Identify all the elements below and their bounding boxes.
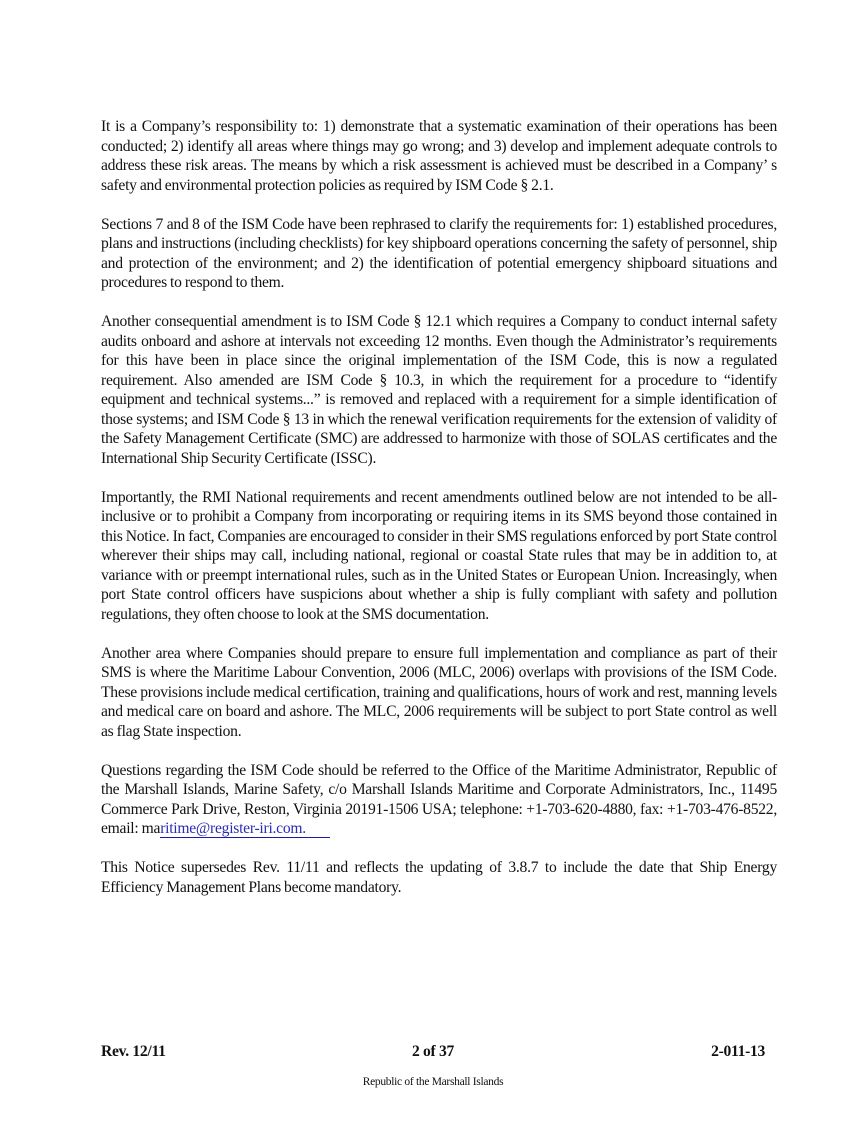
paragraph-risk-assessment: It is a Company’s responsibility to: 1) demonstrate that a systematic examination of their operations has been conducted; 2) identify all areas where things may go wrong; and 3) develop and implement adequate controls to address these risk areas. The means by which a risk assessment is achieved must be described in a Company’ s safety and environmental protection policies as required by ISM Code § 2.1. [101,118,777,194]
email-prefix: ma [141,820,161,837]
revision-label: Rev. 12/11 [101,1043,166,1060]
paragraph-sections-7-8: Sections 7 and 8 of the ISM Code have been rephrased to clarify the requirements for: 1) established procedures, plans and instructions (including checklists) for key shipboard operations concerning the safety of personnel, ship and protection of the environment; and 2) the identification of potential emergency shipboard situations and procedures to respond to them. [101,215,777,291]
page-footer [101,1043,765,1065]
contact-text: Questions regarding the ISM Code should be referred to the Office of the Maritime Administrator, Republic of the Marshall Islands, Marine Safety, c/o Marshall Islands Maritime and Corporate Administrators, Inc., 11495 Commerce Park Drive, Reston, Virginia 20191-1506 USA; telephone: +1-703-620-4880, fax: +1-703-476-8522, email: [101,761,777,837]
paragraph-contact [101,761,777,839]
page-number: 2 of 37 [411,1043,455,1060]
issuer-label: Republic of the Marshall Islands [362,1076,504,1088]
paragraph-supersedes: This Notice supersedes Rev. 11/11 and reflects the updating of 3.8.7 to include the date that Ship Energy Efficiency Management Plans become mandatory. [101,859,777,896]
paragraph-mlc-2006: Another area where Companies should prepare to ensure full implementation and compliance as part of their SMS is where the Maritime Labour Convention, 2006 (MLC, 2006) overlaps with provisions of the ISM Code. These provisions include medical certification, training and qualifications, hours of work and rest, manning levels and medical care on board and ashore. The MLC, 2006 requirements will be subject to port State control as well as flag State inspection. [101,644,777,740]
paragraph-rmi-requirements: Importantly, the RMI National requirements and recent amendments outlined below are not intended to be all-inclusive or to prohibit a Company from incorporating or requiring items in its SMS beyond those contained in this Notice. In fact, Companies are encouraged to consider in their SMS regulations enforced by port State control wherever their ships may call, including national, regional or coastal State rules that may be in addition to, at variance with or preempt international rules, such as in the United States or European Union. Increasingly, when port State control officers have suspicions about whether a ship is fully compliant with safety and pollution regulations, they often choose to look at the SMS documentation. [101,488,777,623]
document-body [101,117,777,917]
notice-number: 2-011-13 [711,1043,765,1060]
paragraph-internal-audits: Another consequential amendment is to ISM Code § 12.1 which requires a Company to conduct internal safety audits onboard and ashore at intervals not exceeding 12 months. Even though the Administrator’s requirements for this have been in place since the original implementation of the ISM Code, this is now a regulated requirement. Also amended are ISM Code § 10.3, in which the requirement for a procedure to “identify equipment and technical systems...” is removed and replaced with a requirement for a simple identification of those systems; and ISM Code § 13 in which the renewal verification requirements for the extension of validity of the Safety Management Certificate (SMC) are addressed to harmonize with those of SOLAS certificates and the International Ship Security Certificate (ISSC). [101,313,777,467]
email-link[interactable]: ritime@register-iri.com. [160,820,330,838]
